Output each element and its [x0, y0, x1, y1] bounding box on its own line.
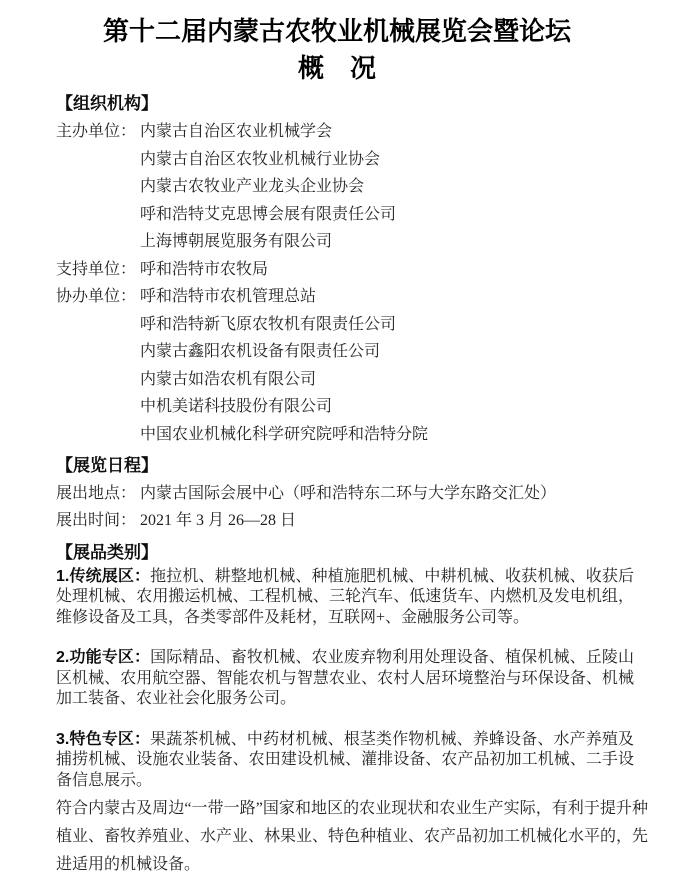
- category-text-traditional: 拖拉机、耕整地机械、种植施肥机械、中耕机械、收获机械、收获后处理机械、农用搬运机械、工程机械、三轮汽车、低速货车、内燃机及发电机组，维修设备及工具，各类零部件及耗材，互联网+、金融服务公司等。: [56, 567, 634, 626]
- org-label-host: 主办单位：: [56, 123, 137, 140]
- org-supporter-list: [140, 256, 674, 284]
- category-paragraph-special: [0, 730, 634, 792]
- org-co-organizer-item: 呼和浩特市农机管理总站: [140, 288, 317, 305]
- document-title: 第十二届内蒙古农牧业机械展览会暨论坛: [102, 17, 571, 46]
- org-host-item: 上海博朝展览服务有限公司: [140, 233, 333, 250]
- closing-paragraph: 符合内蒙古及周边“一带一路”国家和地区的农业现状和农业生产实际，有利于提升种植业、畜牧养殖业、水产业、林果业、特色种植业、农产品初加工机械化水平的，先进适用的机械设备。: [56, 800, 649, 874]
- org-supporter-item: 呼和浩特市农牧局: [140, 260, 269, 278]
- org-co-organizer-item: 内蒙古如浩农机有限公司: [140, 370, 317, 388]
- org-host-item: 内蒙古自治区农牧业机械行业协会: [140, 150, 381, 168]
- org-co-organizer-item: 内蒙古鑫阳农机设备有限责任公司: [140, 343, 381, 360]
- org-co-organizer-item: 呼和浩特新飞原农牧机有限责任公司: [140, 315, 397, 333]
- org-row-co-organizers: [0, 283, 674, 448]
- org-host-item: 呼和浩特艾克思博会展有限责任公司: [140, 205, 397, 223]
- category-lead-functional: 2.功能专区：: [56, 649, 151, 667]
- org-host-item: 内蒙古农牧业产业龙头企业协会: [140, 178, 365, 195]
- category-lead-traditional: 1.传统展区：: [56, 567, 151, 585]
- org-co-organizer-list: [140, 283, 674, 448]
- org-label-co-organizer: 协办单位：: [56, 288, 137, 305]
- schedule-location-label: 展出地点：: [56, 485, 137, 502]
- schedule-row-time: [0, 507, 674, 534]
- org-co-organizer-item: 中国农业机械化科学研究院呼和浩特分院: [140, 425, 429, 443]
- category-text-functional: 国际精品、畜牧机械、农业废弃物利用处理设备、植保机械、丘陵山区机械、农用航空器、智能农机与智慧农业、农村人居环境整治与环保设备、机械加工装备、农业社会化服务公司。: [56, 649, 634, 708]
- section-heading-schedule: 【展览日程】: [56, 456, 158, 475]
- document-subtitle: 概 况: [297, 54, 376, 83]
- schedule-row-location: [0, 480, 674, 507]
- schedule-time-value: 2021 年 3 月 26—28 日: [140, 512, 297, 530]
- section-heading-organization: 【组织机构】: [56, 94, 158, 113]
- org-row-hosts: [0, 118, 674, 256]
- org-co-organizer-item: 中机美诺科技股份有限公司: [140, 398, 333, 415]
- schedule-time-label: 展出时间：: [56, 512, 137, 530]
- org-host-list: [140, 118, 674, 256]
- category-paragraph-traditional: [0, 567, 634, 629]
- section-heading-categories: 【展品类别】: [56, 542, 158, 562]
- org-host-item: 内蒙古自治区农业机械学会: [140, 123, 333, 140]
- org-row-supporter: [0, 256, 674, 284]
- schedule-location-value: 内蒙古国际会展中心（呼和浩特东二环与大学东路交汇处）: [140, 485, 557, 502]
- category-text-special: 果蔬茶机械、中药材机械、根茎类作物机械、养蜂设备、水产养殖及捕捞机械、设施农业装备、农田建设机械、灌排设备、农产品初加工机械、二手设备信息展示。: [56, 730, 634, 789]
- category-lead-special: 3.特色专区：: [56, 730, 151, 748]
- category-paragraph-functional: [0, 648, 634, 710]
- org-label-supporter: 支持单位：: [56, 260, 137, 278]
